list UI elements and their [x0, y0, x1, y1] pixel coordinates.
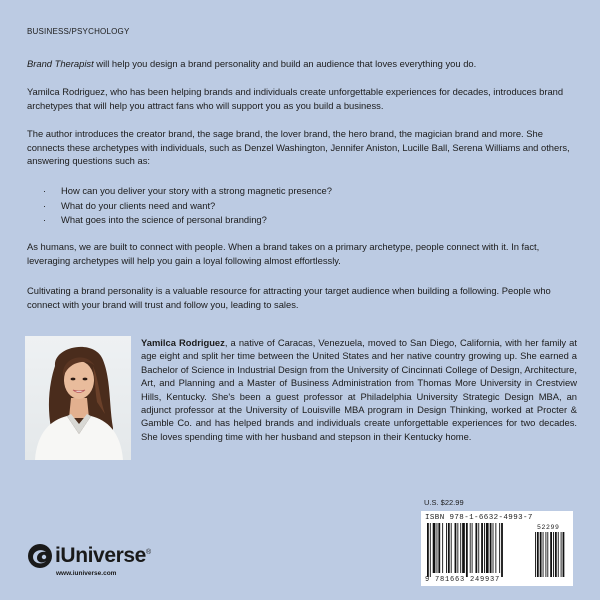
list-item: · What do your clients need and want? [43, 199, 332, 214]
barcode [421, 511, 573, 586]
publisher-url: www.iuniverse.com [56, 570, 117, 577]
book-title: Brand Therapist [27, 58, 94, 69]
publisher-name: iUniverse [55, 544, 146, 567]
price-label: U.S. $22.99 [424, 498, 464, 507]
paragraph-cultivating: Cultivating a brand personality is a valuable resource for attracting your target audience when building a following. People who connect with your brand will trust and follow you, leading to sales. [27, 285, 551, 310]
author-photo [25, 336, 131, 460]
intro-paragraph [27, 57, 577, 71]
isbn-label: ISBN 978-1-6632-4993-7 [425, 514, 533, 522]
intro-text: will help you design a brand personality and build an audience that loves everything you do. [93, 58, 477, 69]
paragraph-connection: As humans, we are built to connect with people. When a brand takes on a primary archetype, people connect with it. In fact, leveraging archetypes will help you gain a loyal following almost effortlessly. [27, 241, 540, 266]
paragraph-author-intro: Yamilca Rodriguez, who has been helping brands and individuals create unforgettable experiences for decades, introduces brand archetypes that will help you attract fans who will support you as you build a business. [27, 86, 564, 111]
author-bio-text: , a native of Caracas, Venezuela, moved to San Diego, California, with her family at age eight and split her time between the United States and her native country growing up. She earned a Bachelor of Science in Industrial Design from the University of Cincinnati College of Design, Architecture, Art, and Planning and a Master of Business Administration from Thomas More University in Crestview Hills, Kentucky. She's been a guest professor at Philadelphia University Strategic Design MBA, an adjunct professor at the University of Louisville MBA program in Design Thinking, worked at Procter & Gamble Co. and has helped brands and individuals create unforgettable experiences for two decades. She loves spending time with her husband and stepson in their Kentucky home. [141, 337, 578, 442]
list-item: · How can you deliver your story with a strong magnetic presence? [43, 184, 332, 199]
paragraph-archetypes: The author introduces the creator brand, the sage brand, the lover brand, the hero brand, the magician brand and more. She connects these archetypes with individuals, such as Denzel Washington, Jennifer Aniston, Lucille Ball, Serena Williams and others, answering questions such as: [27, 128, 570, 167]
iuniverse-swirl-icon [27, 543, 53, 569]
barcode-digits: 9 781663 249937 [425, 576, 501, 584]
price-code: 52299 [537, 524, 560, 531]
author-name: Yamilca Rodriguez [141, 337, 225, 348]
publisher-logo [27, 543, 151, 569]
category-label: BUSINESS/PSYCHOLOGY [27, 27, 130, 36]
trademark-symbol: ® [145, 549, 151, 556]
barcode-bars [421, 511, 573, 586]
question-list [43, 184, 332, 228]
author-bio [141, 336, 577, 443]
list-item: · What goes into the science of personal branding? [43, 213, 332, 228]
